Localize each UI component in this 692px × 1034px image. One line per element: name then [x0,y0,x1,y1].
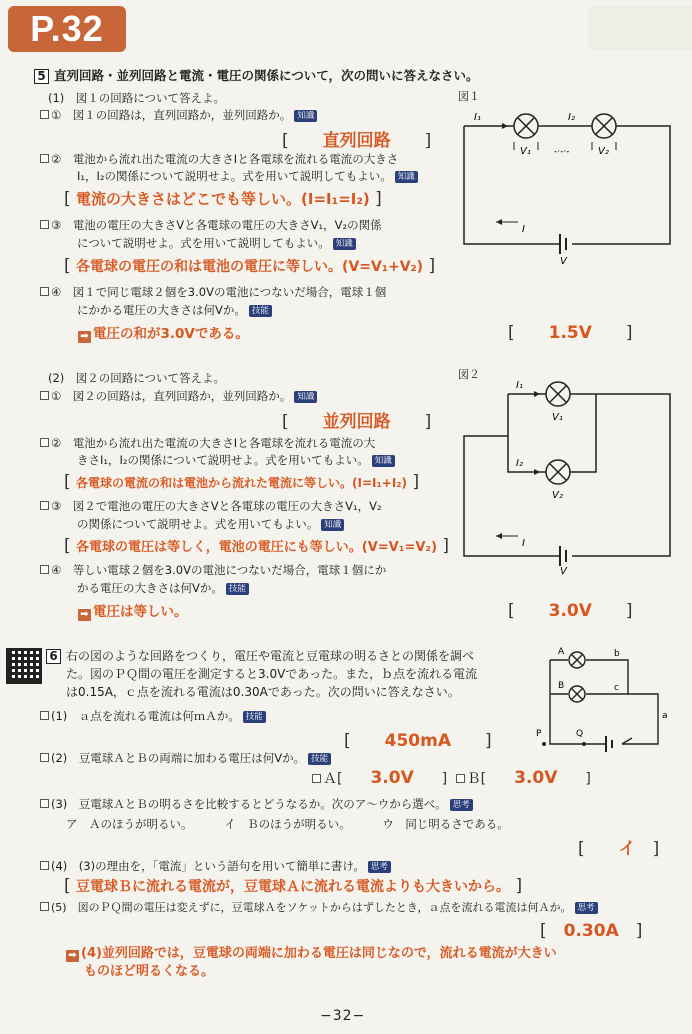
label-c: c [614,683,619,693]
checkbox[interactable] [40,287,49,296]
q5-1-1: ① 図１の回路は，直列回路か，並列回路か。 知識 [40,107,317,123]
checkbox[interactable] [40,110,49,119]
choice-i-key[interactable]: イ [224,817,236,831]
ghost-tab [588,6,692,50]
q5-title [34,66,479,84]
note-q6-line2: ものほど明るくなる。 [84,964,215,979]
label-I2: I₂ [516,458,523,469]
page-footer: −32− [320,1008,366,1024]
q6-intro: 6 右の図のような回路をつくり，電圧や電流と豆電球の明るさとの関係を調べ [46,648,474,664]
q5-title-text: 直列回路・並列回路と電流・電圧の関係について，次の問いに答えなさい。 [54,68,479,83]
tag-knowledge: 知識 [294,110,317,122]
answer-q6-3: [ イ ] [578,839,660,859]
q6-3-choices: ア Ａのほうが明るい。 イ Ｂのほうが明るい。 ウ 同じ明るさである。 [66,817,509,831]
answer-q5-1-4: [ 1.5V ] [508,323,633,343]
q5-2-2-line2: きさI₁，I₂の関係について説明せよ。式を用いてもよい。 知識 [77,452,395,468]
label-V2: V₂ [552,490,563,501]
checkbox[interactable] [40,799,49,808]
note-q5-2-4: ➡ 電圧は等しい。 [78,600,188,621]
arrow-icon: ➡ [66,950,79,962]
q5-part2-title: (2) 図２の回路について答えよ。 [48,371,226,385]
q6-intro-2: た。図のＰＱ間の電圧を測定すると3.0Vであった。また，ｂ点を流れる電流 [66,667,478,681]
answer-q5-1-1: [ 直列回路 ] [282,131,432,151]
answer-q5-2-4: [ 3.0V ] [508,601,633,621]
label-I1: I₁ [474,112,481,123]
checkbox[interactable] [40,501,49,510]
q6-2: (2) 豆電球ＡとＢの両端に加わる電圧は何Vか。 技能 [40,750,331,766]
checkbox[interactable] [40,438,49,447]
q5-2-4-line2: かる電圧の大きさは何Vか。 技能 [77,580,249,596]
q6-number: 6 [46,649,61,664]
note-q6: ➡ (4)並列回路では，豆電球の両端に加わる電圧は同じなので，流れる電流が大きい [66,942,557,962]
label-A: A [558,647,565,657]
label-b: b [614,649,620,659]
q5-1-2: ② 電池から流れ出た電流の大きさIと各電球を流れる電流の大きさ [40,151,398,167]
q5-2-4: ④ 等しい電球２個を3.0Vの電池につないだ場合，電球１個にか [40,562,386,578]
label-V1: V₁ [520,146,531,157]
q5-part1-title: (1) 図１の回路について答えよ。 [48,91,226,105]
answer-q5-1-3: [ 各電球の電圧の和は電池の電圧に等しい。(V=V₁+V₂) ] [64,256,436,276]
checkbox[interactable] [40,902,49,911]
q5-2-3-line2: の関係について説明せよ。式を用いてもよい。 知識 [77,516,344,532]
svg-text:-·-·-: -·-·- [554,147,570,157]
label-I1: I₁ [516,380,523,391]
answer-q5-2-2: [ 各電球の電流の和は電池から流れた電流に等しい。(I=I₁+I₂) ] [64,472,420,492]
answer-q6-1: [ 450mA ] [344,731,492,751]
label-Q: Q [576,729,584,739]
answer-q5-2-1: [ 並列回路 ] [282,412,432,432]
figure-q6-circuit [522,640,682,766]
page-number-tab: P.32 [8,6,126,52]
checkbox[interactable] [40,861,49,870]
checkbox[interactable] [40,154,49,163]
label-V1: V₁ [552,412,563,423]
label-a: a [662,711,668,721]
figure2-parallel-circuit [456,376,678,576]
label-P: P [536,729,542,739]
checkbox[interactable] [40,565,49,574]
fig1-label: 図１ [458,90,480,103]
label-I2: I₂ [568,112,575,123]
answer-q6-4: [ 豆電球Ｂに流れる電流が，豆電球Ａに流れる電流よりも大きいから。 ] [64,876,523,896]
qr-code-icon[interactable] [6,648,42,684]
q6-intro-3: は0.15A，ｃ点を流れる電流は0.30Aであった。次の問いに答えなさい。 [66,685,460,699]
q5-1-4-line2: にかかる電圧の大きさは何Vか。 技能 [77,302,272,318]
choice-u-key[interactable]: ウ [382,817,394,831]
label-V2: V₂ [598,146,609,157]
answer-q6-5: [ 0.30A ] [540,921,643,941]
label-I: I [522,538,525,549]
q6-5: (5) 図のＰＱ間の電圧は変えずに，豆電球Ａをソケットからはずしたとき，ａ点を流れる電流は何Ａか。 思考 [40,900,598,916]
note-q5-1-4: ➡ 電圧の和が3.0Vである。 [78,322,249,343]
q5-1-3: ③ 電池の電圧の大きさVと各電球の電圧の大きさV₁，V₂の関係 [40,217,382,233]
q5-2-1: ① 図２の回路は，直列回路か，並列回路か。 知識 [40,388,317,404]
checkbox[interactable] [40,711,49,720]
q5-1-3-line2: について説明せよ。式を用いて説明してもよい。 知識 [77,235,356,251]
label-V: V [560,566,567,576]
q6-1: (1) ａ点を流れる電流は何ｍＡか。 技能 [40,708,266,724]
label-I: I [522,224,525,235]
q5-1-4: ④ 図１で同じ電球２個を3.0Vの電池につないだ場合，電球１個 [40,284,386,300]
answer-q6-2: Ａ[ 3.0V ] Ｂ[ 3.0V ] [312,768,591,788]
arrow-icon: ➡ [78,609,91,621]
figure1-series-circuit [456,104,678,264]
q5-1-2-line2: I₁，I₂の関係について説明せよ。式を用いて説明してもよい。 知識 [77,168,418,184]
answer-q5-2-3: [ 各電球の電圧は等しく，電池の電圧にも等しい。(V=V₁=V₂) ] [64,536,450,556]
q5-number: 5 [34,69,49,84]
choice-a-key[interactable]: ア [66,817,78,831]
q6-3: (3) 豆電球ＡとＢの明るさを比較するとどうなるか。次のア〜ウから選べ。 思考 [40,796,473,812]
arrow-icon: ➡ [78,331,91,343]
checkbox[interactable] [40,220,49,229]
checkbox[interactable] [40,391,49,400]
q5-2-2: ② 電池から流れ出た電流の大きさIと各電球を流れる電流の大 [40,435,375,451]
q5-2-3: ③ 図２で電池の電圧の大きさVと各電球の電圧の大きさV₁，V₂ [40,498,382,514]
q6-4: (4) (3)の理由を，「電流」という語句を用いて簡単に書け。 思考 [40,858,391,874]
label-V: V [560,256,567,264]
label-B: B [558,681,565,691]
checkbox[interactable] [40,753,49,762]
fig2-label: 図２ [458,368,480,381]
answer-q5-1-2: [ 電流の大きさはどこでも等しい。(I=I₁=I₂) ] [64,189,382,209]
